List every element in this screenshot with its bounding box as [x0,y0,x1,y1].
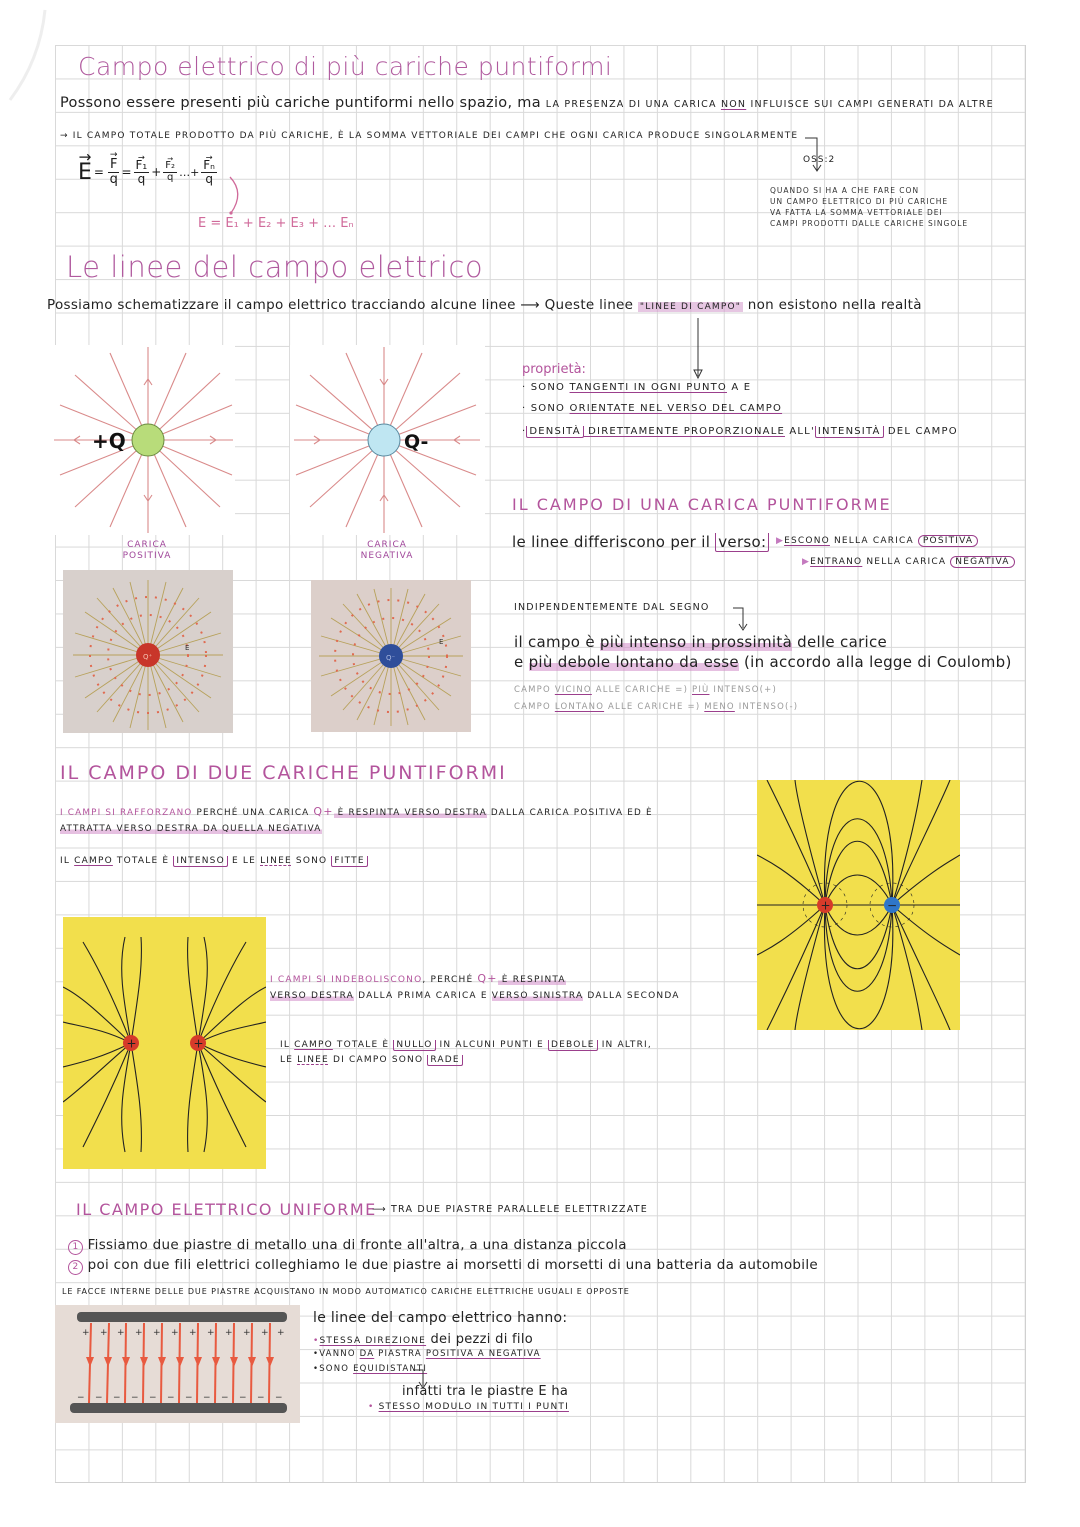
minus-sign: − [167,1393,175,1403]
step-text: poi con due fili elettrici colleghiamo le due piastre ai morsetti di morsetti di una batteria da automobile [87,1257,818,1273]
properties-label: proprietà: [522,362,586,377]
plus-sign: + [243,1328,251,1338]
text: dei pezzi di filo [426,1332,533,1347]
circled-text: POSITIVA [918,535,978,547]
text: NELLA CARICA [862,557,951,567]
text: PERCHÉ UNA CARICA [192,808,314,818]
step-1 [68,1237,627,1255]
plus-sign: + [117,1328,125,1338]
text: Possiamo schematizzare il campo elettrico tracciando alcune linee ⟶ Queste linee [47,297,638,313]
charge-symbol: Q+ [477,972,498,985]
highlight-text: ATTRATTA VERSO DESTRA DA QUELLA NEGATIVA [60,824,322,834]
minus-sign: − [239,1393,247,1403]
underlined-text: EQUIDISTANTI [353,1364,428,1374]
text: DALLA PRIMA CARICA E [354,991,492,1001]
bracketed-text: INTENSITÀ [815,426,884,438]
text: INFLUISCE SUI CAMPI GENERATI DA ALTRE [746,99,994,110]
section-title-two-charges: IL CAMPO DI DUE CARICHE PUNTIFORMI [60,762,507,784]
property-item [522,426,958,437]
plus-sign: + [82,1328,90,1338]
highlight-text: È RESPINTA [497,975,566,985]
symbol-q: q [109,171,118,187]
symbol-dots: …+ [179,165,200,179]
text: Possono essere presenti più cariche puntiformi nello spazio, ma [60,95,546,111]
bracketed-text: INTENSO [173,856,228,867]
text: TOTALE È [332,1040,394,1050]
text: ALL' [784,426,815,437]
circled-text: NEGATIVA [950,556,1014,568]
bullet: • [313,1336,320,1346]
plus-sign: + [100,1328,108,1338]
text: DEL CAMPO [883,426,958,437]
property-item [522,382,751,393]
weaken-paragraph-line-2 [270,991,680,1001]
bullet-exit-positive [776,536,978,546]
infatti-text: infatti tra le piastre E ha [402,1384,569,1399]
arrow-down-icon [690,318,706,380]
underlined-text: ENTRANO [810,557,863,567]
vector-label: E [185,644,190,652]
text: · SONO [522,403,570,414]
text: SONO [291,856,332,866]
negative-charge-field-diagram [290,345,485,535]
inner-faces-statement: LE FACCE INTERNE DELLE DUE PIASTRE ACQUISTANO IN MODO AUTOMATICO CARICHE ELETTRICHE UGUALI E OPPOSTE [62,1287,630,1296]
text: •SONO [313,1364,354,1374]
text: LE [280,1055,298,1065]
paragraph-field-lines [47,297,922,313]
symbol-F: → F [108,158,119,173]
intensity-line-2 [514,653,1012,671]
text: · SONO [522,382,570,393]
bracketed-text: RADE [427,1055,462,1066]
plus-sign: + [189,1328,197,1338]
independent-of-sign: INDIPENDENTEMENTE DAL SEGNO [514,602,710,613]
symbol-F1: → F₁ [134,159,150,173]
symbol-q: q [137,171,146,186]
underlined-text: POSITIVA A NEGATIVA [425,1349,541,1359]
far-field-note [514,702,798,712]
negative-charge-photo [311,580,471,732]
section-title-field-lines: Le linee del campo elettrico [66,250,484,284]
reinforce-paragraph-line-1 [60,805,653,818]
plus-charge-label: + [126,1036,137,1051]
section-title-single-charge: IL CAMPO DI UNA CARICA PUNTIFORME [512,495,892,514]
underlined-text: ESCONO [784,536,830,546]
text: ALLE CARICHE =) [591,685,692,695]
intense-field-line [60,856,368,866]
charge-label: Q- [404,431,429,453]
line-property-item [313,1364,427,1374]
underlined-text: PIÙ [692,685,710,695]
positive-charge-photo [63,570,233,733]
note-line: QUANDO SI HA A CHE FARE CON [770,186,920,195]
charge-label: Q⁺ [143,653,153,661]
symbol-q: q [167,171,174,183]
note-line: CAMPI PRODOTTI DALLE CARICHE SINGOLE [770,219,969,228]
minus-sign: − [221,1393,229,1403]
minus-sign: (-) [785,702,799,712]
text: INTENSO [709,685,760,695]
step-text: Fissiamo due piastre di metallo una di fronte all'altra, a una distanza piccola [87,1237,627,1253]
bullet: • [368,1402,379,1412]
differ-text [512,533,769,551]
caption-line: POSITIVA [122,551,172,562]
charge-label: +Q [92,429,126,453]
symbol-E: → E [78,160,92,185]
symbol-plus: + [151,165,162,180]
symbol-equals: = [93,165,104,180]
text: PIASTRA [374,1349,426,1359]
near-field-note [514,685,777,695]
text: LA PRESENZA DI UNA CARICA [545,99,721,110]
text: E LE [227,856,261,866]
underlined-text: CAMPO [74,856,113,866]
two-positive-charges-figure [63,917,266,1169]
plus-sign: + [277,1328,285,1338]
text: NELLA CARICA [829,536,918,546]
text: INTENSO [734,702,786,712]
field-lines-have: le linee del campo elettrico hanno: [313,1310,568,1326]
note-label: OSS:2 [803,155,836,165]
underlined-text: STESSA DIREZIONE [319,1336,427,1346]
intensity-line-1 [514,633,887,651]
text: IL [280,1040,295,1050]
text: CAMPO [514,702,555,712]
symbol-Fn: → Fₙ [201,159,217,173]
weaken-paragraph-line-1 [270,972,566,985]
highlight-text: È RESPINTA VERSO DESTRA [333,808,487,818]
underlined-text: STESSO MODULO IN TUTTI I PUNTI [378,1402,569,1412]
bullet-enter-negative [802,557,1015,567]
plus-charge-label: + [820,898,831,913]
plus-sign: + [171,1328,179,1338]
section-title-multiple-charges: Campo elettrico di più cariche puntiformi [78,52,613,81]
plus-sign: + [261,1328,269,1338]
null-field-line-2 [280,1055,463,1065]
bracketed-text: NULLO [393,1040,435,1051]
bracketed-text: DENSITÀ [526,426,583,438]
minus-charge-label: − [887,898,898,913]
parallel-plates-figure [55,1305,300,1423]
highlight-text: VERSO DESTRA [270,991,355,1001]
dipole-opposite-charges-figure [757,780,960,1030]
minus-sign: − [203,1393,211,1403]
minus-sign: − [185,1393,193,1403]
text: delle carice [792,633,888,651]
line-property-item [313,1332,533,1347]
caption-positive [112,540,182,563]
text: CAMPO [514,685,555,695]
plus-sign: + [225,1328,233,1338]
step-number: 1 [68,1240,83,1255]
underlined-text: LONTANO [554,702,605,712]
plus-sign: + [153,1328,161,1338]
minus-sign: − [257,1393,265,1403]
charge-label: Q⁻ [386,654,396,662]
symbol-equals: = [121,165,132,180]
positive-charge-field-diagram [50,345,235,535]
line-property-item [313,1349,541,1359]
field-sum-formula: E = E₁ + E₂ + E₃ + … Eₙ [198,216,354,231]
highlight-text: più intenso in prossimità [599,633,793,651]
underlined-text: MENO [704,702,735,712]
text: IN ALCUNI PUNTI E [435,1040,549,1050]
underlined-text: DA [359,1349,375,1359]
section-title-uniform-field: IL CAMPO ELETTRICO UNIFORME [76,1200,377,1219]
pink-text: I CAMPI SI RAFFORZANO [60,808,193,818]
step-2 [68,1257,818,1275]
symbol-F2: → F₂ [163,161,177,173]
minus-sign: − [95,1393,103,1403]
superposition-formula [78,158,219,186]
highlight-text: VERSO SINISTRA [491,991,584,1001]
underlined-text: DIRETTAMENTE PROPORZIONALE [583,426,785,437]
property-item [522,403,782,414]
text: DI CAMPO SONO [328,1055,428,1065]
minus-sign: − [149,1393,157,1403]
text: · [522,426,527,437]
dashed-underline-text: LINEE [297,1055,329,1065]
same-modulus-item [368,1402,569,1412]
text: DALLA CARICA POSITIVA ED È [486,808,653,818]
plus-sign: (+) [759,685,778,695]
uniform-field-subtitle: ⟶ TRA DUE PIASTRE PARALLELE ELETTRIZZATE [372,1204,648,1215]
arrow-down-icon [805,134,825,174]
plus-charge-label: + [193,1036,204,1051]
text: , PERCHÉ [422,975,478,985]
step-number: 2 [68,1260,83,1275]
plus-sign: + [135,1328,143,1338]
triangle-bullet-icon: ▶ [776,536,785,546]
caption-line: CARICA [367,540,407,550]
text: DALLA SECONDA [583,991,680,1001]
text: IL [60,856,75,866]
underlined-text: VICINO [554,685,592,695]
curved-arrow-icon [225,175,255,220]
decorative-swirl-icon [0,0,60,110]
arrow-down-icon [733,604,753,632]
reinforce-paragraph-line-2 [60,824,322,834]
bracketed-text: DEBOLE [548,1040,598,1051]
highlight-field-lines: "LINEE DI CAMPO" [639,302,742,312]
charge-symbol: Q+ [313,805,334,818]
underlined-text: TANGENTI IN OGNI PUNTO [569,382,727,393]
highlight-text: più debole lontano da esse [528,653,739,671]
text: il campo è [514,633,600,651]
note-line: VA FATTA LA SOMMA VETTORIALE DEI [770,208,943,217]
caption-line: CARICA [127,540,167,550]
dashed-underline-text: LINEE [260,856,292,866]
text: •VANNO [313,1349,360,1359]
total-field-statement: → IL CAMPO TOTALE PRODOTTO DA PIÙ CARICHE, È LA SOMMA VETTORIALE DEI CAMPI CHE OGNI CARICA PRODUCE SINGOLARMENTE [60,131,799,141]
vector-label: E [439,638,444,646]
text: non esistono nella realtà [743,297,922,313]
text: TOTALE È [112,856,174,866]
underlined-text: ORIENTATE NEL VERSO DEL CAMPO [569,403,783,414]
plus-sign: + [207,1328,215,1338]
minus-sign: − [113,1393,121,1403]
text: IN ALTRI, [597,1040,652,1050]
text: e [514,653,529,671]
text: ALLE CARICHE =) [604,702,705,712]
paragraph-multiple-charges [60,95,994,111]
minus-sign: − [77,1393,85,1403]
bracketed-text: FITTE [331,856,367,867]
minus-sign: − [275,1393,283,1403]
text: le linee differiscono per il [512,533,716,551]
side-note [770,185,968,229]
note-line: UN CAMPO ELETTRICO DI PIÙ CARICHE [770,197,949,206]
null-field-line-1 [280,1040,652,1050]
bracketed-text: verso: [715,533,769,552]
emphasis-non: NON [720,99,747,110]
pink-text: I CAMPI SI INDEBOLISCONO [270,975,423,985]
minus-sign: − [131,1393,139,1403]
text: (in accordo alla legge di Coulomb) [738,653,1012,671]
caption-negative [352,540,422,563]
caption-line: NEGATIVA [360,551,414,562]
underlined-text: CAMPO [294,1040,333,1050]
text: A E [727,382,752,393]
symbol-q: q [205,171,213,186]
triangle-bullet-icon: ▶ [802,557,811,567]
